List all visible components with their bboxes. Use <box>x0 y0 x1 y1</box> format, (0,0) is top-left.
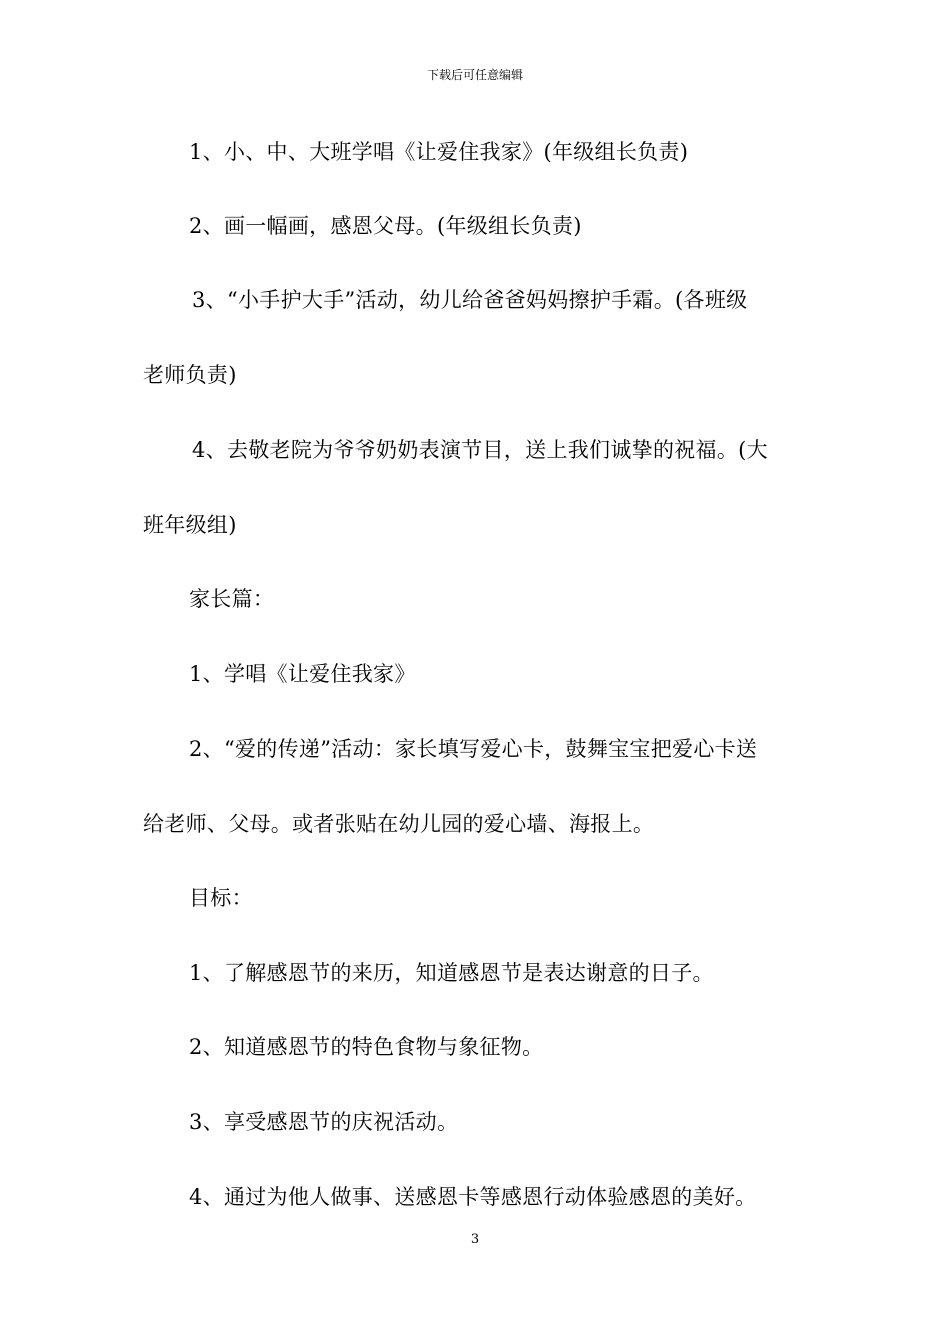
paragraph-line-9: 2、“爱的传递”活动：家长填写爱心卡，鼓舞宝宝把爱心卡送 <box>189 737 758 761</box>
paragraph-line-4: 老师负责) <box>143 363 237 387</box>
paragraph-line-2: 2、画一幅画，感恩父母。(年级组长负责) <box>189 214 582 238</box>
paragraph-line-8: 1、学唱《让爱住我家》 <box>189 662 416 686</box>
paragraph-line-14: 3、享受感恩节的庆祝活动。 <box>189 1110 459 1134</box>
paragraph-line-13: 2、知道感恩节的特色食物与象征物。 <box>189 1035 544 1059</box>
section-heading-goals: 目标： <box>189 886 253 910</box>
section-heading-parents: 家长篇： <box>189 587 275 611</box>
page-header-note: 下载后可任意编辑 <box>426 68 523 82</box>
page-number: 3 <box>470 1232 480 1247</box>
paragraph-line-1: 1、小、中、大班学唱《让爱住我家》(年级组长负责) <box>189 140 689 164</box>
paragraph-line-3: 3、“小手护大手”活动，幼儿给爸爸妈妈擦护手霜。(各班级 <box>192 288 748 312</box>
paragraph-line-5: 4、去敬老院为爷爷奶奶表演节目，送上我们诚挚的祝福。(大 <box>192 438 768 462</box>
paragraph-line-15: 4、通过为他人做事、送感恩卡等感恩行动体验感恩的美好。 <box>189 1185 757 1209</box>
paragraph-line-10: 给老师、父母。或者张贴在幼儿园的爱心墙、海报上。 <box>143 812 655 836</box>
paragraph-line-12: 1、了解感恩节的来历，知道感恩节是表达谢意的日子。 <box>189 961 714 985</box>
paragraph-line-6: 班年级组) <box>143 513 237 537</box>
